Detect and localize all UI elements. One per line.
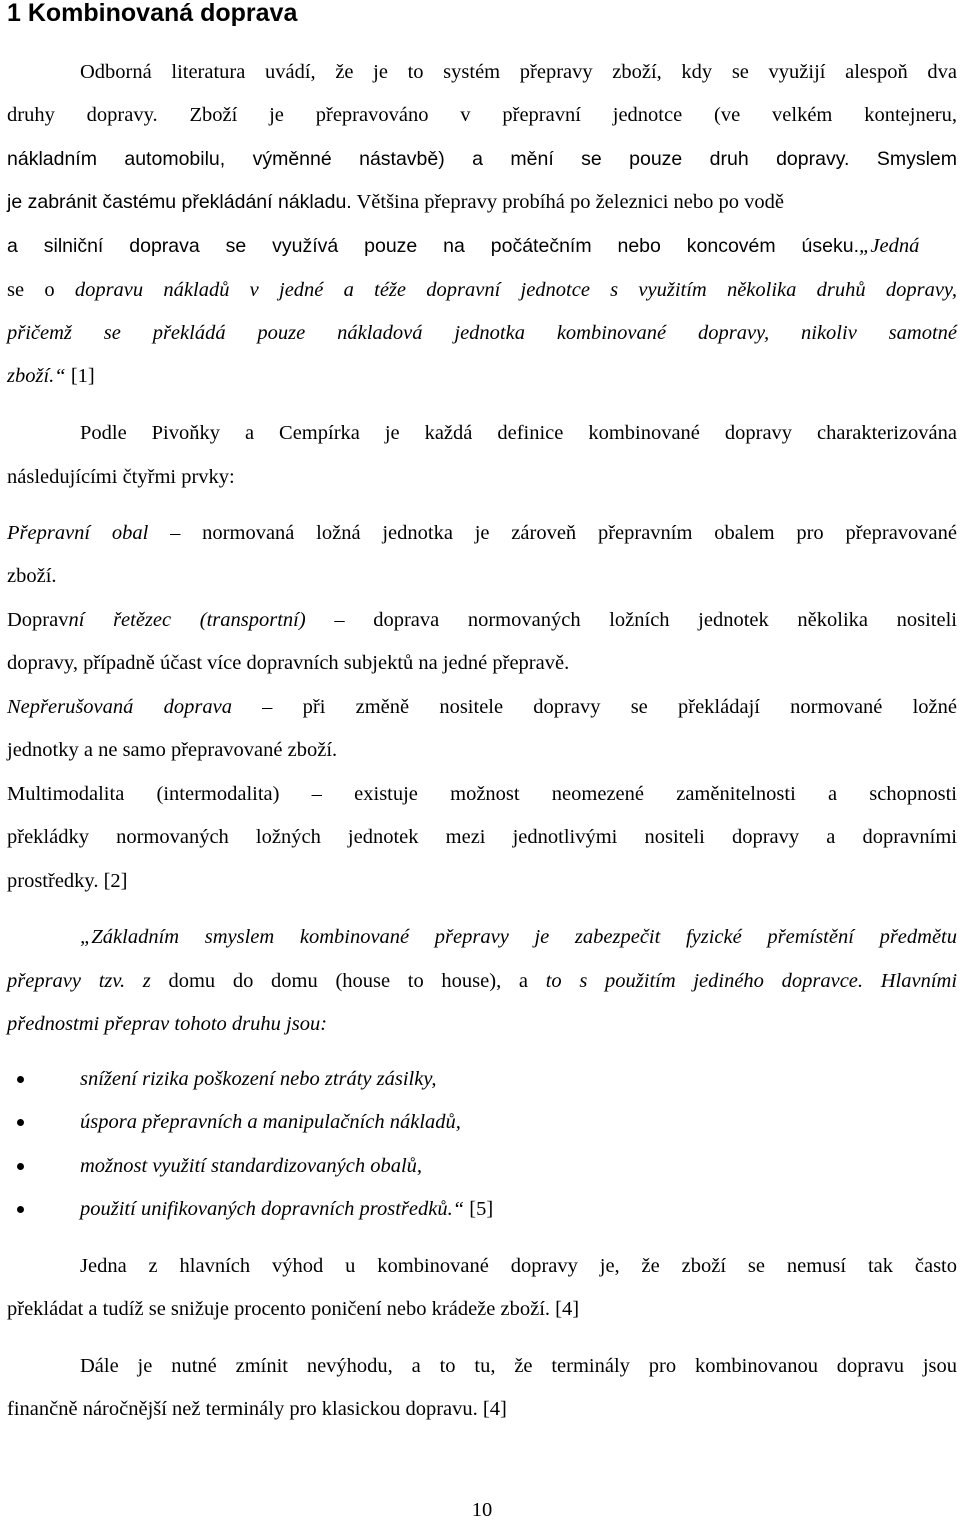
paragraph-1-line-6-plain: se o <box>7 279 55 301</box>
definition-2-text: – doprava normovaných ložních jednotek několika nositeli <box>334 609 957 631</box>
paragraph-2-line-1: Podle Pivoňky a Cempírka je každá definice kombinované dopravy charakterizována <box>80 422 957 444</box>
bullet-icon <box>17 1206 24 1213</box>
list-item-text: úspora přepravních a manipulačních nákladů, <box>80 1111 461 1133</box>
paragraph-1-line-7 <box>7 318 957 348</box>
definition-3-text: – při změně nositele dopravy se překládají normované ložné <box>262 696 957 718</box>
paragraph-4-line-2: finančně náročnější než terminály pro klasickou dopravu. [4] <box>7 1398 507 1420</box>
list-item-text-italic: použití unifikovaných dopravních prostředků.“ <box>80 1198 465 1220</box>
definition-1-line-1 <box>7 518 957 548</box>
quote-line-2-d: to s použitím jediného dopravce. <box>545 970 864 992</box>
definition-1-line-2: zboží. <box>7 565 57 587</box>
quote-line-3-italic: přednostmi přeprav tohoto druhu jsou: <box>7 1013 328 1035</box>
quote-line-2-a: přepravy tzv. <box>7 970 126 992</box>
paragraph-1-line-3: nákladním automobilu, výměnné nástavbě) a mění se pouze druh dopravy. Smyslem <box>7 148 957 170</box>
definition-2-term-plain: Doprav <box>7 609 69 631</box>
paragraph-1-line-6 <box>7 275 957 305</box>
citation-5: [5] <box>469 1198 494 1220</box>
paragraph-3-line-1: Jedna z hlavních výhod u kombinované dopravy je, že zboží se nemusí tak často <box>80 1255 957 1277</box>
quote-line-1 <box>7 922 957 952</box>
definition-2-term-italic: ní řetězec (transportní) <box>68 609 306 631</box>
list-item-text: snížení rizika poškození nebo ztráty zásilky, <box>80 1068 437 1090</box>
paragraph-1-line-1: Odborná literatura uvádí, že je to systém přepravy zboží, kdy se využijí alespoň dva <box>80 61 957 83</box>
paragraph-1-line-4 <box>7 187 957 217</box>
bullet-icon <box>17 1076 24 1083</box>
page-number: 10 <box>471 1499 493 1521</box>
quote-line-3 <box>7 1009 957 1039</box>
quote-line-2-c: domu do domu (house to house), a <box>168 970 529 992</box>
quote-line-2 <box>7 966 957 996</box>
definition-2-term-part-1 <box>7 609 306 631</box>
definition-3-line-2: jednotky a ne samo přepravované zboží. <box>7 739 338 761</box>
definition-1-term: Přepravní obal <box>7 522 149 544</box>
definition-2-line-1 <box>7 605 957 635</box>
list-item-text: možnost využití standardizovaných obalů, <box>80 1155 423 1177</box>
chapter-heading: 1 Kombinovaná doprava <box>7 0 298 27</box>
paragraph-2-line-2: následujícími čtyřmi prvky: <box>7 466 235 488</box>
bullet-icon <box>17 1163 24 1170</box>
definition-4-line-2: překládky normovaných ložných jednotek mezi jednotlivými nositeli dopravy a dopravními <box>7 826 957 848</box>
paragraph-1-line-5-text: a silniční doprava se využívá pouze na počátečním nebo koncovém úseku. <box>7 235 859 257</box>
definition-3-term: Nepřerušovaná doprava <box>7 696 232 718</box>
citation-1: [1] <box>70 365 95 387</box>
definition-1-text: – normovaná ložná jednotka je zároveň přepravním obalem pro přepravované <box>170 522 957 544</box>
paragraph-4-line-1: Dále je nutné zmínit nevýhodu, a to tu, že terminály pro kombinovanou dopravu jsou <box>80 1355 957 1377</box>
definition-4-line-3: prostředky. [2] <box>7 870 128 892</box>
paragraph-1-line-4-sans: je zabránit častému překládání nákladu. <box>7 191 352 213</box>
paragraph-1-line-8 <box>7 361 957 391</box>
paragraph-1-line-2: druhy dopravy. Zboží je přepravováno v přepravní jednotce (ve velkém kontejneru, <box>7 104 957 126</box>
bullet-icon <box>17 1119 24 1126</box>
quote-line-2-b: z <box>142 970 151 992</box>
paragraph-1-line-4-serif: Většina přepravy probíhá po železnici nebo po vodě <box>356 191 784 213</box>
paragraph-1-line-7-italic: přičemž se překládá pouze nákladová jednotka kombinované dopravy, nikoliv samotné <box>7 322 957 344</box>
definition-4-line-1: Multimodalita (intermodalita) – existuje možnost neomezené zaměnitelnosti a schopnosti <box>7 783 957 805</box>
paragraph-1-line-5 <box>7 231 957 261</box>
quote-line-2-e: Hlavními <box>880 970 958 992</box>
quote-open-jedna: „Jedná <box>859 235 920 257</box>
definition-2-line-2: dopravy, případně účast více dopravních subjektů na jedné přepravě. <box>7 652 570 674</box>
list-item-text <box>80 1194 493 1224</box>
quote-line-1-italic: „Základním smyslem kombinované přepravy je zabezpečit fyzické přemístění předmětu <box>80 926 957 948</box>
paragraph-3-line-2: překládat a tudíž se snižuje procento poničení nebo krádeže zboží. [4] <box>7 1298 580 1320</box>
definition-3-line-1 <box>7 692 957 722</box>
paragraph-1-line-6-italic: dopravu nákladů v jedné a téže dopravní jednotce s využitím několika druhů dopravy, <box>74 279 958 301</box>
paragraph-1-line-8-italic: zboží.“ <box>7 365 66 387</box>
